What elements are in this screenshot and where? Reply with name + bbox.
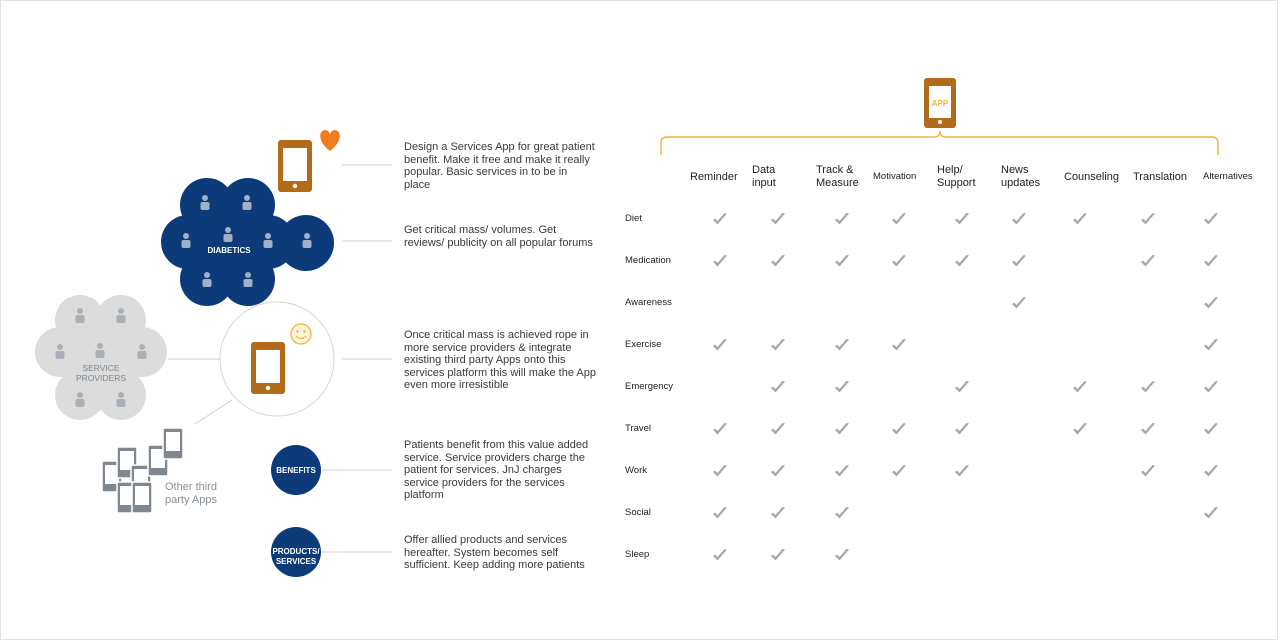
checkmark-icon (1139, 379, 1157, 395)
checkmark-icon (711, 211, 729, 227)
step-5-text: Offer allied products and services hereafter. System becomes self sufficient. Keep adding more patients (404, 534, 585, 572)
phone-icon (278, 140, 312, 192)
checkmark-icon (953, 379, 971, 395)
checkmark-icon (890, 253, 908, 269)
checkmark-icon (1139, 463, 1157, 479)
checkmark-icon (953, 211, 971, 227)
checkmark-icon (890, 211, 908, 227)
checkmark-icon (769, 547, 787, 563)
checkmark-icon (1071, 421, 1089, 437)
checkmark-icon (769, 253, 787, 269)
row-label: Emergency (625, 381, 674, 392)
app-icon-label: APP (931, 99, 949, 108)
checkmark-icon (711, 547, 729, 563)
checkmark-icon (769, 463, 787, 479)
checkmark-icon (953, 253, 971, 269)
checkmark-icon (1010, 211, 1028, 227)
column-header: Reminder (690, 171, 738, 183)
checkmark-icon (711, 421, 729, 437)
checkmark-icon (711, 253, 729, 269)
checkmark-icon (833, 547, 851, 563)
row-label: Medication (625, 255, 671, 266)
checkmark-icon (769, 337, 787, 353)
step-3-text: Once critical mass is achieved rope in more service providers & integrate existing third party Apps onto this services platform this will make the App even more irresistible (404, 329, 596, 392)
diabetics-label: DIABETICS (207, 246, 251, 255)
checkmark-icon (1202, 337, 1220, 353)
row-label: Exercise (625, 339, 662, 350)
column-header: News updates (1001, 164, 1041, 189)
row-label: Social (625, 507, 651, 518)
checkmark-icon (1071, 379, 1089, 395)
products-label: PRODUCTS/ SERVICES (272, 547, 320, 566)
checkmark-icon (1202, 379, 1220, 395)
column-header: Translation (1133, 171, 1188, 183)
checkmark-icon (769, 505, 787, 521)
column-header: Alternatives (1203, 171, 1253, 182)
checkmark-icon (711, 337, 729, 353)
row-label: Travel (625, 423, 652, 434)
row-label: Diet (625, 213, 642, 224)
step-4-text: Patients benefit from this value added service. Service providers charge the patient for services. JnJ charges service providers for the services platform (404, 439, 589, 502)
row-label: Awareness (625, 297, 672, 308)
checkmark-icon (1202, 463, 1220, 479)
step-1-text: Design a Services App for great patient benefit. Make it free and make it really popular. Basic services in to be in place (404, 141, 595, 191)
checkmark-icon (769, 211, 787, 227)
checkmark-icon (890, 421, 908, 437)
checkmark-icon (711, 505, 729, 521)
checkmark-icon (1139, 253, 1157, 269)
checkmark-icon (833, 421, 851, 437)
checkmark-icon (1202, 295, 1220, 311)
checkmark-icon (711, 463, 729, 479)
benefits-label: BENEFITS (276, 466, 316, 475)
column-header: Counseling (1064, 171, 1120, 183)
checkmark-icon (1139, 421, 1157, 437)
step-2-text: Get critical mass/ volumes. Get reviews/ publicity on all popular forums (404, 224, 593, 249)
checkmark-icon (1010, 295, 1028, 311)
checkmark-icon (833, 463, 851, 479)
checkmark-icon (1202, 253, 1220, 269)
checkmark-icon (1139, 211, 1157, 227)
row-label: Work (625, 465, 647, 476)
column-header: Help/ Support (937, 164, 976, 189)
checkmark-icon (833, 505, 851, 521)
column-header: Track & Measure (816, 164, 859, 189)
checkmark-icon (890, 337, 908, 353)
checkmark-icon (1071, 211, 1089, 227)
checkmark-icon (769, 379, 787, 395)
checkmark-icon (833, 211, 851, 227)
platform-phone-icon (251, 342, 285, 394)
row-label: Sleep (625, 549, 650, 560)
checkmark-icon (1202, 421, 1220, 437)
third-party-label: Other third party Apps (165, 481, 217, 506)
column-header: Motivation (873, 171, 917, 182)
checkmark-icon (769, 421, 787, 437)
heart-icon (320, 130, 339, 151)
checkmark-icon (890, 463, 908, 479)
checkmark-icon (953, 421, 971, 437)
checkmark-icon (1202, 211, 1220, 227)
app-bracket (661, 131, 1218, 155)
smiley-icon (291, 324, 311, 344)
service-providers-label: SERVICE PROVIDERS (75, 363, 127, 383)
connector-third-party (195, 400, 232, 424)
checkmark-icon (1202, 505, 1220, 521)
checkmark-icon (1010, 253, 1028, 269)
column-header: Data input (752, 164, 776, 189)
checkmark-icon (833, 253, 851, 269)
checkmark-icon (833, 337, 851, 353)
checkmark-icon (833, 379, 851, 395)
checkmark-icon (953, 463, 971, 479)
